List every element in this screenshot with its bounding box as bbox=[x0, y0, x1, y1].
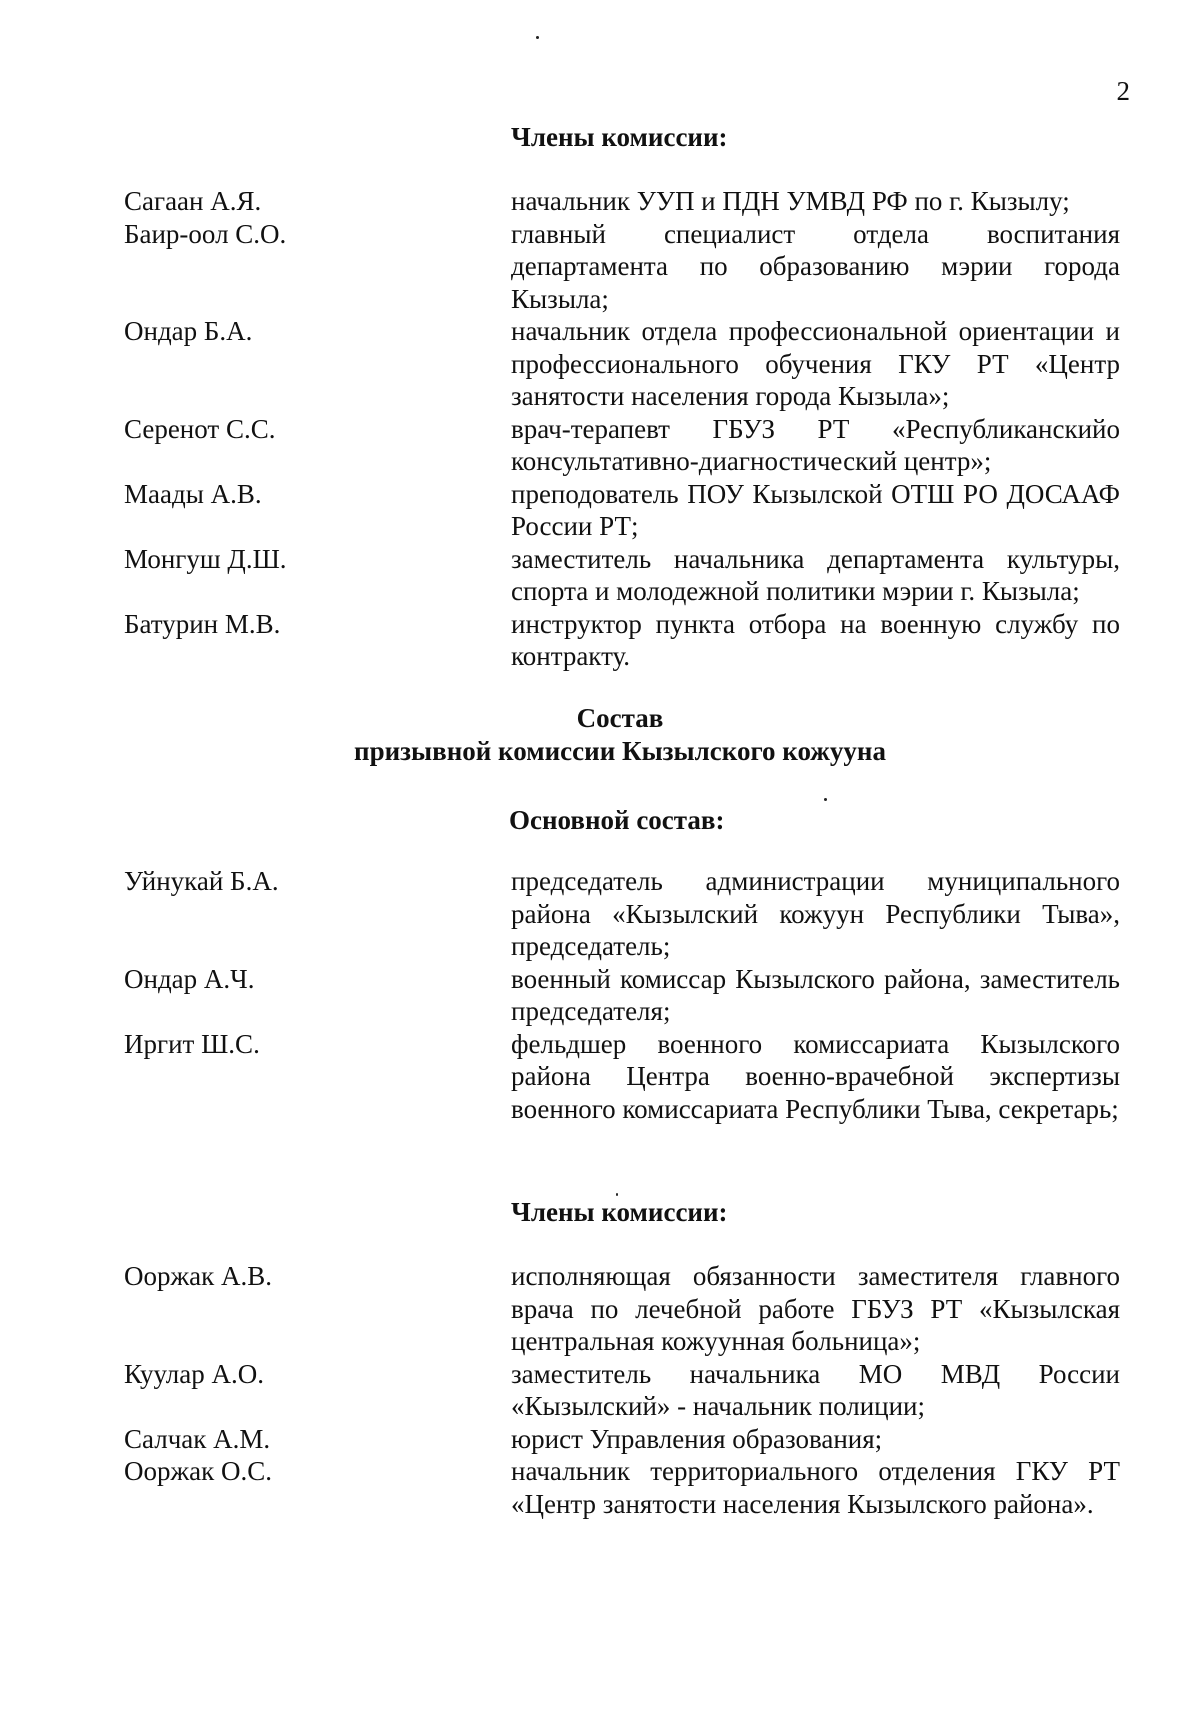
member-role: исполняющая обязанности заместителя главного врача по лечебной работе ГБУЗ РТ «Кызылская центральная кожуунная больница»; bbox=[511, 1261, 1120, 1356]
member-role: начальник отдела профессиональной ориентации и профессионального обучения ГКУ РТ «Центр занятости населения города Кызыла»; bbox=[511, 316, 1120, 411]
member-name: Ооржак О.С. bbox=[124, 1456, 273, 1486]
member-role: начальник территориального отделения ГКУ РТ «Центр занятости населения Кызылского района». bbox=[511, 1456, 1120, 1519]
member-role: заместитель начальника департамента культуры, спорта и молодежной политики мэрии г. Кызыла; bbox=[511, 543, 1120, 606]
section1-member-list bbox=[124, 185, 1120, 673]
section1-heading: Члены комиссии: bbox=[511, 122, 728, 152]
page-number: 2 bbox=[1116, 76, 1130, 106]
member-role: врач-терапевт ГБУЗ РТ «Республиканскийо консультативно-диагностический центр»; bbox=[511, 413, 1120, 476]
member-name: Уйнукай Б.А. bbox=[124, 866, 279, 896]
member-role: преподователь ПОУ Кызылской ОТШ РО ДОСААФ России РТ; bbox=[511, 478, 1120, 541]
member-name: Сагаан А.Я. bbox=[124, 186, 262, 216]
member-row bbox=[124, 413, 1120, 478]
member-name: Ондар А.Ч. bbox=[124, 963, 255, 994]
member-name: Маады А.В. bbox=[124, 478, 262, 509]
member-role: начальник УУП и ПДН УМВД РФ по г. Кызылу; bbox=[511, 186, 1070, 216]
member-name: Монгуш Д.Ш. bbox=[124, 543, 287, 574]
section2-heading: Основной состав: bbox=[509, 805, 725, 835]
member-row bbox=[124, 1455, 1120, 1520]
member-row bbox=[124, 478, 1120, 543]
title-line-2: призывной комиссии Кызылского кожууна bbox=[354, 736, 886, 766]
member-name: Батурин М.В. bbox=[124, 608, 281, 639]
member-row bbox=[124, 608, 1120, 673]
member-row bbox=[124, 315, 1120, 413]
document-title bbox=[0, 702, 1200, 768]
member-name: Баир-оол С.О. bbox=[124, 218, 287, 249]
member-name: Серенот С.С. bbox=[124, 413, 276, 444]
member-row bbox=[124, 1423, 1120, 1456]
member-name: Ооржак А.В. bbox=[124, 1261, 273, 1291]
member-role: юрист Управления образования; bbox=[511, 1423, 883, 1454]
member-name: Иргит Ш.С. bbox=[124, 1028, 260, 1059]
member-role: инструктор пункта отбора на военную службу по контракту. bbox=[511, 608, 1120, 671]
scan-speck bbox=[536, 36, 539, 39]
member-row bbox=[124, 1358, 1120, 1423]
member-name: Салчак А.М. bbox=[124, 1423, 271, 1454]
member-row bbox=[124, 865, 1120, 963]
member-row bbox=[124, 218, 1120, 316]
title-line-1: Состав bbox=[576, 703, 664, 733]
section3-heading: Члены комиссии: bbox=[511, 1197, 728, 1227]
member-row bbox=[124, 1260, 1120, 1358]
member-role: фельдшер военного комиссариата Кызылского района Центра военно-врачебной экспертизы военного комиссариата Республики Тыва, секретарь; bbox=[511, 1028, 1120, 1124]
member-row bbox=[124, 1028, 1120, 1126]
scan-speck bbox=[824, 798, 827, 801]
member-role: военный комиссар Кызылского района, заместитель председателя; bbox=[511, 963, 1120, 1026]
section3-member-list bbox=[124, 1260, 1120, 1520]
member-name: Ондар Б.А. bbox=[124, 316, 253, 346]
member-row bbox=[124, 963, 1120, 1028]
member-role: председатель администрации муниципального района «Кызылский кожуун Республики Тыва», председатель; bbox=[511, 866, 1120, 961]
member-row bbox=[124, 185, 1120, 218]
member-name: Куулар А.О. bbox=[124, 1358, 264, 1389]
member-role: заместитель начальника МО МВД России «Кызылский» - начальник полиции; bbox=[511, 1358, 1120, 1421]
section2-member-list bbox=[124, 865, 1120, 1125]
member-row bbox=[124, 543, 1120, 608]
scan-speck bbox=[616, 1193, 618, 1196]
member-role: главный специалист отдела воспитания департамента по образованию мэрии города Кызыла; bbox=[511, 218, 1120, 314]
